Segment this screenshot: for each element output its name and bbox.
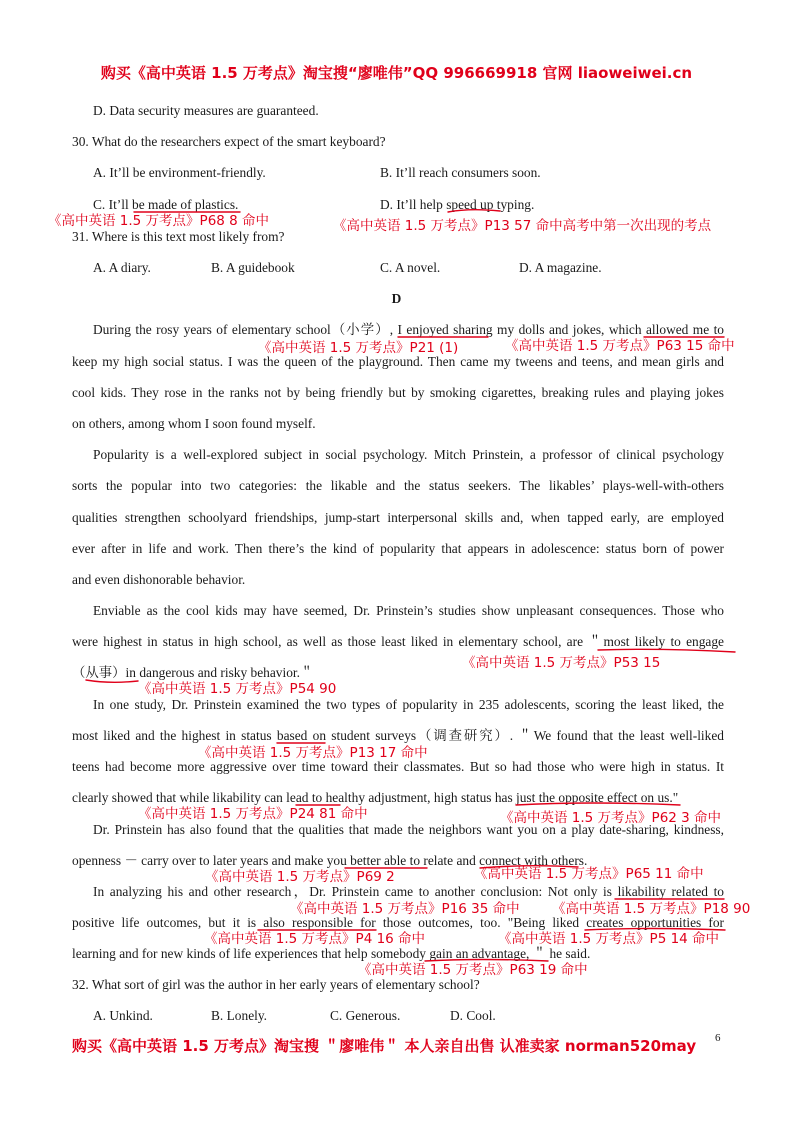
annotation-2: 《高中英语 1.5 万考点》P13 57 命中高考中第一次出现的考点 [333,218,712,234]
annotation-16: 《高中英语 1.5 万考点》P63 19 命中 [358,962,588,978]
annotation-10: 《高中英语 1.5 万考点》P69 2 [205,869,395,885]
q30-stem: 30. What do the researchers expect of the smart keyboard? [72,134,386,149]
q31-option-b: B. A guidebook [211,260,295,275]
q31-option-c: C. A novel. [380,260,441,275]
p4-line-3: teens had become more aggressive over time toward their classmates. But so had those who were high in status. It [72,759,724,774]
p6-line-1: In analyzing his and other research，Dr. Prinstein came to another conclusion: Not only is likability related to [93,884,724,899]
q30-option-a: A. It’ll be environment-friendly. [93,165,266,180]
annotation-1: 《高中英语 1.5 万考点》P68 8 命中 [48,213,270,229]
p2-line-4: ever after in life and work. Then there’s the kind of popularity that appears in adolescence: status born of power [72,541,724,556]
q30-option-b: B. It’ll reach consumers soon. [380,165,541,180]
p1-line-2: keep my high social status. I was the queen of the playground. Then came my tweens and teens, and mean girls and [72,354,724,369]
p3-line-2: were highest in status in high school, as well as those least liked in elementary school, are ＂most likely to engage [72,634,724,649]
p2-line-1: Popularity is a well-explored subject in social psychology. Mitch Prinstein, a professor of clinical psychology [93,447,724,462]
q32-option-a: A. Unkind. [93,1008,153,1023]
p2-line-3: qualities strengthen schoolyard friendships, jump-start interpersonal skills and, when tapped early, are employed [72,510,724,525]
q30-option-c: C. It’ll be made of plastics. [93,197,239,212]
q31-stem: 31. Where is this text most likely from? [72,229,285,244]
annotation-7: 《高中英语 1.5 万考点》P13 17 命中 [198,745,428,761]
q31-option-d: D. A magazine. [519,260,602,275]
annotation-13: 《高中英语 1.5 万考点》P18 90 [552,901,751,917]
q32-option-c: C. Generous. [330,1008,401,1023]
annotation-12: 《高中英语 1.5 万考点》P16 35 命中 [290,901,520,917]
q32-option-d: D. Cool. [450,1008,496,1023]
q29-option-d: D. Data security measures are guaranteed. [93,103,319,118]
p1-line-3: cool kids. They rose in the ranks not by being friendly but by smoking cigarettes, breaking rules and playing jokes [72,385,724,400]
page-header-banner: 购买《高中英语 1.5 万考点》淘宝搜“廖唯伟”QQ 996669918 官网 liaoweiwei.cn [100,64,693,82]
annotation-14: 《高中英语 1.5 万考点》P4 16 命中 [204,931,426,947]
p2-line-2: sorts the popular into two categories: the likable and the status seekers. The likables’ plays-well-with-others [72,478,724,493]
p5-line-1: Dr. Prinstein has also found that the qualities that made the neighbors want you on a play date-sharing, kindness, [93,822,724,837]
p3-line-1: Enviable as the cool kids may have seemed, Dr. Prinstein’s studies show unpleasant consequences. Those who [93,603,724,618]
p5-line-2: openness － carry over to later years and make you better able to relate and connect with others. [72,853,588,868]
p4-line-1: In one study, Dr. Prinstein examined the two types of popularity in 235 adolescents, scoring the least liked, the [93,697,724,712]
p4-line-4: clearly showed that while likability can lead to healthy adjustment, high status has just the opposite effect on us." [72,790,679,805]
p2-line-5: and even dishonorable behavior. [72,572,246,587]
annotation-6: 《高中英语 1.5 万考点》P54 90 [138,681,337,697]
q30-option-d: D. It’ll help speed up typing. [380,197,535,212]
p4-line-2: most liked and the highest in status based on student surveys（调查研究）. ＂We found that the least well-liked [72,728,724,743]
q31-option-a: A. A diary. [93,260,151,275]
p6-line-3: learning and for new kinds of life experiences that help somebody gain an advantage, ＂ he said. [72,946,591,961]
q32-option-b: B. Lonely. [211,1008,268,1023]
p6-line-2: positive life outcomes, but it is also responsible for those outcomes, too. "Being liked creates opportunities for [72,915,724,930]
p1-line-4: on others, among whom I soon found myself. [72,416,316,431]
q32-stem: 32. What sort of girl was the author in her early years of elementary school? [72,977,480,992]
section-letter: D [391,291,402,306]
p3-line-3: （从事）in dangerous and risky behavior.＂ [72,665,314,680]
page-footer-banner: 购买《高中英语 1.5 万考点》淘宝搜 ＂廖唯伟＂ 本人亲自出售 认准卖家 norman520may [72,1037,697,1055]
p1-line-1: During the rosy years of elementary school（小学）, I enjoyed sharing my dolls and jokes, which allowed me to [93,322,724,337]
annotation-3: 《高中英语 1.5 万考点》P21 (1) [258,340,459,356]
annotation-4: 《高中英语 1.5 万考点》P63 15 命中 [505,338,735,354]
annotation-9: 《高中英语 1.5 万考点》P62 3 命中 [500,810,722,826]
page-number: 6 [715,1032,721,1044]
annotation-8: 《高中英语 1.5 万考点》P24 81 命中 [138,806,368,822]
annotation-15: 《高中英语 1.5 万考点》P5 14 命中 [498,931,720,947]
annotation-11: 《高中英语 1.5 万考点》P65 11 命中 [474,866,704,882]
annotation-5: 《高中英语 1.5 万考点》P53 15 [462,655,661,671]
